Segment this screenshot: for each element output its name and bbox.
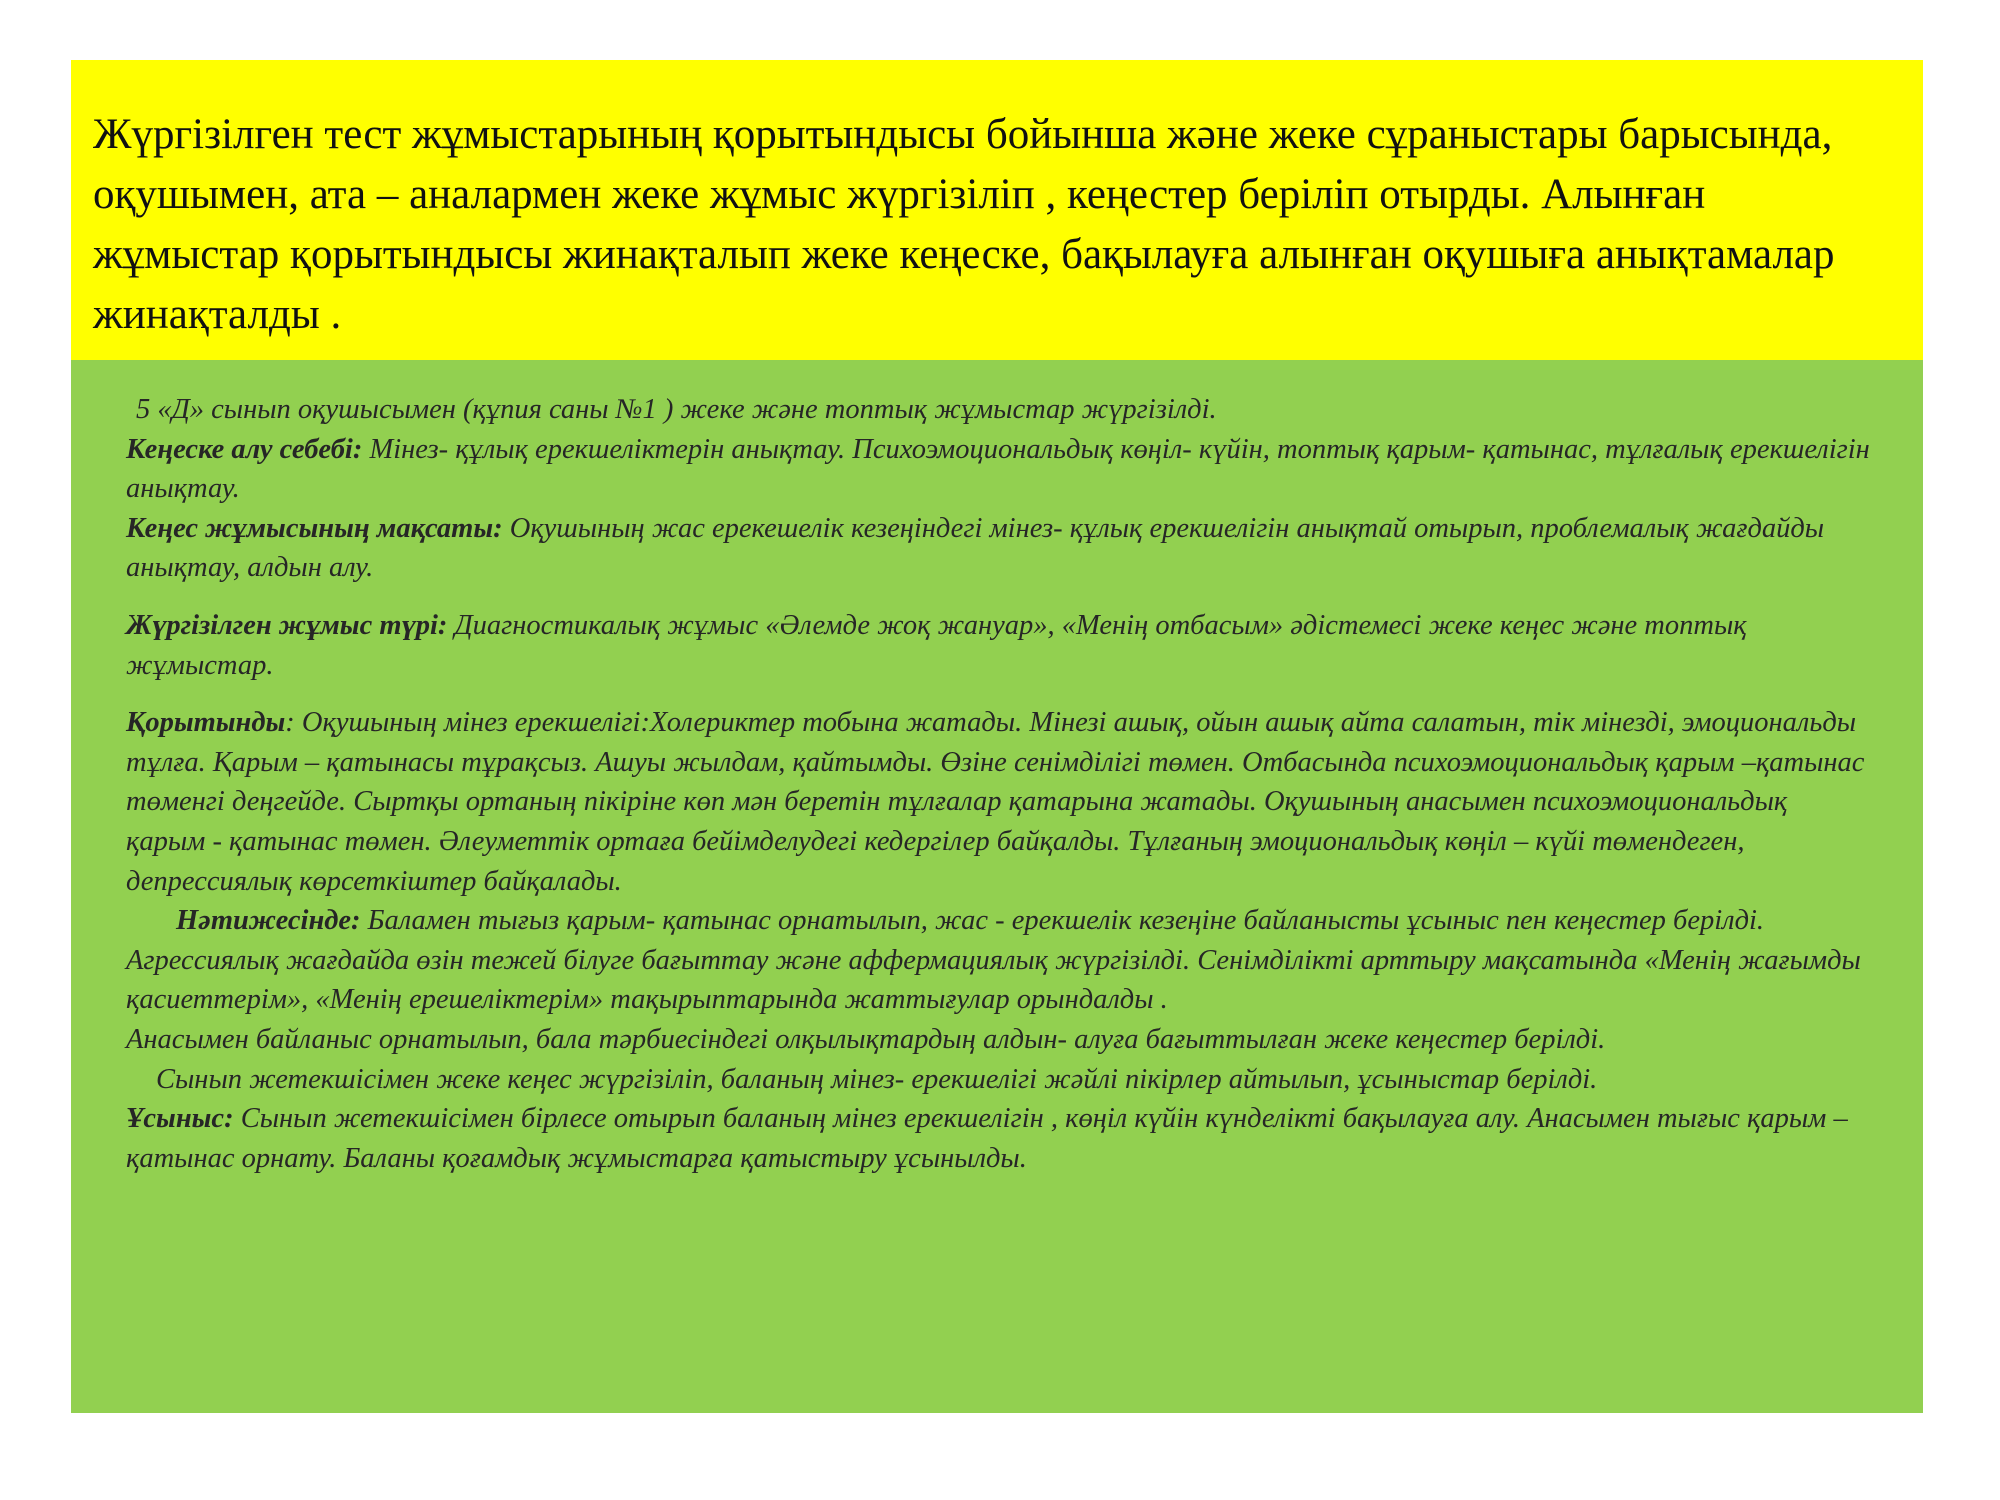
- goal-label: Кеңес жұмысының мақсаты:: [126, 512, 503, 544]
- report-header-line: 5 «Д» сынып оқушысымен (құпия саны №1 ) жеке және топтық жұмыстар жүргізілді.: [136, 394, 1217, 425]
- teacher-text: Сынып жетекшісімен жеке кеңес жүргізіліп, баланың мінез- ерекшелігі жәйлі пікірлер айтылып, ұсыныстар берілді.: [156, 1063, 1598, 1095]
- worktype-text: Диагностикалық жұмыс «Әлемде жоқ жануар», «Менің отбасым» әдістемесі жеке кеңес және топтық жұмыстар.: [126, 609, 1747, 681]
- conclusion-label: Қорытынды: [126, 707, 286, 739]
- goal-text: Оқушының жас ерекешелік кезеңіндегі мінез- құлық ерекшелігін анықтай отырып, проблемалық жағдайды анықтау, алдын алу.: [126, 512, 1825, 584]
- intro-text: Жүргізілген тест жұмыстарының қорытындысы бойынша және жеке сұраныстары барысында, оқушымен, ата – аналармен жеке жұмыс жүргізіліп , кеңестер беріліп отырды. Алынған жұмыстар қорытындысы жинақталып жеке кеңеске, бақылауға алынған оқушыға анықтамалар жинақталды .: [93, 111, 1835, 338]
- mother-paragraph: Анасымен байланыс орнатылып, бала тәрбиесіндегі олқылықтардың алдын- алуға бағыттылған жеке кеңестер берілді.: [126, 1023, 1606, 1055]
- result-text: Баламен тығыз қарым- қатынас орнатылып, жас - ерекшелік кезеңіне байланысты ұсыныс пен кеңестер берілді. Агрессиялық жағдайда өзін тежей білуге бағыттау және аффермациялық жүргізілді. Сенімділікті арттыру мақсатында «Менің жағымды қасиеттерім», «Менің ерешеліктерім» тақырыптарында жаттығулар орындалды .: [126, 905, 1861, 1016]
- result-paragraph: [126, 901, 1873, 1020]
- recommend-text: Сынып жетекшісімен бірлесе отырып баланың мінез ерекшелігін , көңіл күйін күнделікті бақылауға алу. Анасымен тығыс қарым – қатынас орнату. Баланы қоғамдық жұмыстарға қатыстыру ұсынылды.: [126, 1103, 1848, 1174]
- conclusion-paragraph: [126, 703, 1873, 901]
- teacher-paragraph: [126, 1060, 1873, 1100]
- recommend-label: Ұсыныс:: [126, 1103, 234, 1135]
- reason-label: Кеңеске алу себебі:: [126, 433, 363, 465]
- result-label: Нәтижесінде:: [176, 905, 361, 937]
- worktype-paragraph: [126, 606, 1873, 685]
- worktype-label: Жүргізілген жұмыс түрі:: [126, 609, 448, 641]
- reason-paragraph: [126, 430, 1873, 509]
- intro-panel: [71, 60, 1923, 360]
- goal-paragraph: [126, 509, 1873, 588]
- recommend-paragraph: [126, 1099, 1873, 1178]
- conclusion-text: : Оқушының мінез ерекшелігі:Холериктер тобына жатады. Мінезі ашық, ойын ашық айта салатын, тік мінезді, эмоциональды тұлға. Қарым – қатынасы тұрақсыз. Ашуы жылдам, қайтымды. Өзіне сенімділігі төмен. Отбасында психоэмоциональдық қарым –қатынас төменгі деңгейде. Сыртқы ортаның пікіріне көп мән беретін тұлғалар қатарына жатады. Оқушының анасымен психоэмоциональдық қарым - қатынас төмен. Әлеуметтік ортаға бейімделудегі кедергілер байқалды. Тұлғаның эмоциональдық көңіл – күйі төмендеген, депрессиялық көрсеткіштер байқалады.: [126, 707, 1865, 897]
- reason-text: Мінез- құлық ерекшеліктерін анықтау. Психоэмоциональдық көңіл- күйін, топтық қарым- қатынас, тұлғалық ерекшелігін анықтау.: [126, 433, 1870, 505]
- report-panel: [71, 360, 1923, 1413]
